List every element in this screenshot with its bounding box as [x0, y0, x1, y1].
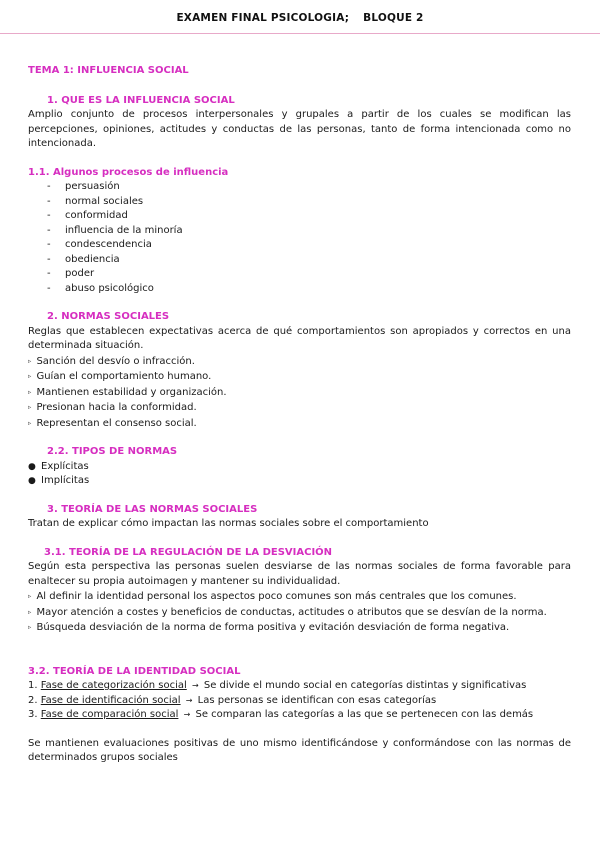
section-1-title: 1. QUE ES LA INFLUENCIA SOCIAL: [47, 94, 235, 106]
phase-row: 2. Fase de identificación social → Las personas se identifican con esas categorías: [28, 694, 437, 706]
process-list: [28, 180, 571, 296]
section-3-text: Tratan de explicar cómo impactan las normas sociales sobre el comportamiento: [28, 518, 429, 529]
norm-types-list: [28, 460, 571, 489]
norms-list: [28, 354, 571, 432]
phase-name: Fase de identificación social: [40, 694, 181, 706]
closing-text: Se mantienen evaluaciones positivas de uno mismo identificándose y conformándose con las normas de determinados grupos sociales: [28, 737, 571, 763]
list-item: ▹ Búsqueda desviación de la norma de forma positiva y evitación desviación de forma negativa.: [28, 622, 510, 633]
section-3-1-title: 3.1. TEORÍA DE LA REGULACIÓN DE LA DESVIACIÓN: [44, 546, 333, 558]
list-item: - obediencia: [28, 253, 571, 268]
triangle-bullet-icon: ▹: [28, 403, 32, 411]
section-3-title: 3. TEORÍA DE LAS NORMAS SOCIALES: [47, 503, 258, 515]
section-1-1-title: 1.1. Algunos procesos de influencia: [28, 166, 229, 178]
triangle-bullet-icon: ▹: [28, 592, 32, 600]
list-item: - condescendencia: [28, 238, 571, 253]
phase-row: 3. Fase de comparación social → Se comparan las categorías a las que se pertenecen con las demás: [28, 709, 534, 720]
triangle-bullet-icon: ▹: [28, 418, 32, 427]
header-block: BLOQUE 2: [363, 12, 424, 24]
section-2-text: Reglas que establecen expectativas acerca de qué comportamientos son apropiados y correctos en una determinada situación.: [28, 325, 571, 351]
triangle-bullet-icon: ▹: [28, 356, 32, 365]
list-item: ▹ Mantienen estabilidad y organización.: [28, 386, 227, 398]
list-item: - normal sociales: [28, 195, 571, 210]
document-body: [28, 64, 571, 766]
page-header: [0, 12, 600, 24]
triangle-bullet-icon: ▹: [28, 623, 32, 631]
dot-bullet-icon: ●: [28, 461, 36, 472]
triangle-bullet-icon: ▹: [28, 372, 32, 380]
list-item: ▹ Al definir la identidad personal los aspectos poco comunes son más centrales que los comunes.: [28, 591, 517, 602]
list-item: ▹ Representan el consenso social.: [28, 417, 197, 429]
phase-name: Fase de categorización social: [40, 680, 187, 691]
arrow-icon: →: [185, 695, 193, 705]
deviation-list: [28, 589, 571, 636]
list-item: ● Explícitas: [28, 460, 89, 472]
list-item: ▹ Presionan hacia la conformidad.: [28, 402, 197, 413]
section-2-2-title: 2.2. TIPOS DE NORMAS: [47, 446, 178, 457]
triangle-bullet-icon: ▹: [28, 607, 32, 616]
tema-title: TEMA 1: INFLUENCIA SOCIAL: [28, 65, 189, 76]
list-item: ● Implícitas: [28, 475, 90, 486]
section-3-2-title: 3.2. TEORÍA DE LA IDENTIDAD SOCIAL: [28, 665, 241, 677]
arrow-icon: →: [191, 681, 199, 690]
triangle-bullet-icon: ▹: [28, 387, 32, 396]
list-item: ▹ Mayor atención a costes y beneficios de conductas, actitudes o atributos que se desvían de la norma.: [28, 606, 547, 618]
arrow-icon: →: [183, 710, 191, 719]
list-item: ▹ Guían el comportamiento humano.: [28, 371, 212, 382]
list-item: ▹ Sanción del desvío o infracción.: [28, 355, 195, 367]
section-2-title: 2. NORMAS SOCIALES: [47, 311, 170, 322]
list-item: - conformidad: [28, 209, 571, 224]
section-3-1-text: Según esta perspectiva las personas suelen desviarse de las normas sociales de forma favorable para enaltecer su propia autoimagen y mantener su individualidad.: [28, 561, 571, 587]
section-1-text: Amplio conjunto de procesos interpersonales y grupales a partir de los cuales se modifican las percepciones, opiniones, actitudes y conductas de las personas, tanto de forma intencionada como no intencionada.: [28, 109, 571, 149]
header-title: EXAMEN FINAL PSICOLOGIA;: [176, 12, 350, 24]
list-item: - influencia de la minoría: [28, 224, 571, 239]
list-item: - poder: [28, 267, 571, 282]
phase-row: 1. Fase de categorización social → Se divide el mundo social en categorías distintas y significativas: [28, 680, 527, 691]
phase-name: Fase de comparación social: [40, 709, 179, 720]
list-item: - abuso psicológico: [28, 282, 571, 297]
header-divider: [0, 33, 600, 34]
list-item: - persuasión: [28, 180, 571, 195]
dot-bullet-icon: ●: [28, 476, 36, 486]
